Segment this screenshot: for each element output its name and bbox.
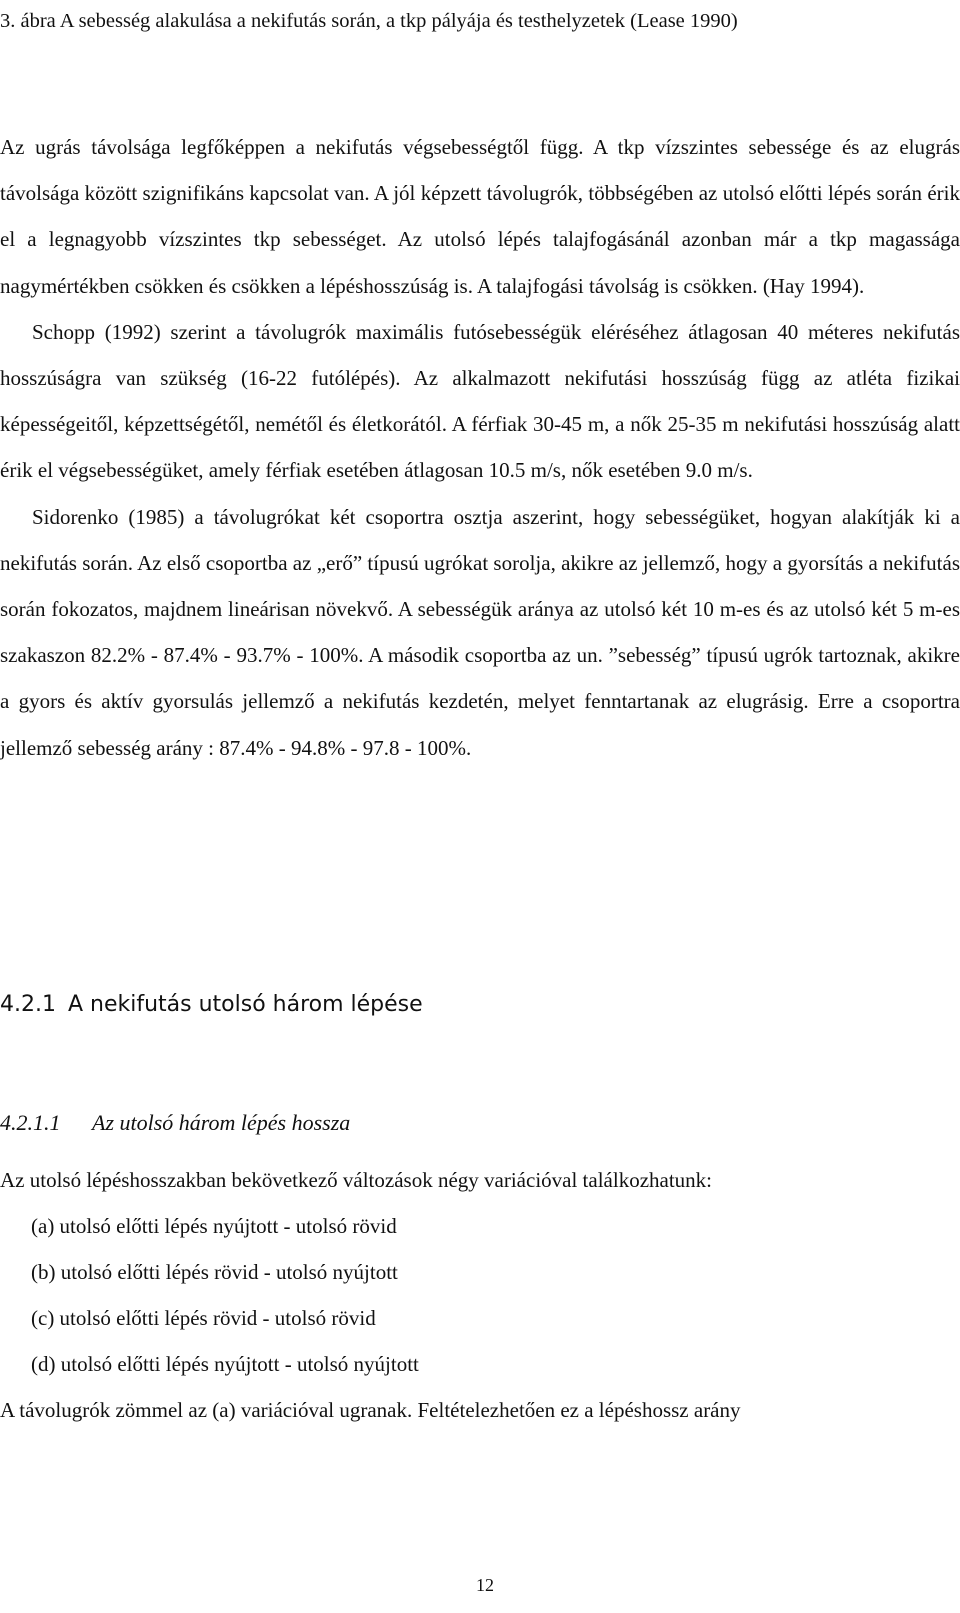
paragraph-2: Schopp (1992) szerint a távolugrók maximális futósebességük eléréséhez átlagosan 40 méteres nekifutás hosszúságra van szükség (16-22 futólépés). Az alkalmazott nekifutási hosszúság függ az atléta fizikai képességeitől, képzettségétől, nemétől és életkorától. A férfiak 30-45 m, a nők 25-35 m nekifutási hosszúság alatt érik el végsebességüket, amely férfiak esetében átlagosan 10.5 m/s, nők esetében 9.0 m/s. (0, 319, 960, 483)
closing-sentence: A távolugrók zömmel az (a) variációval ugranak. Feltételezhetően ez a lépéshossz arány (0, 1398, 741, 1422)
page-number: 12 (476, 1575, 494, 1595)
section-heading (0, 990, 423, 1020)
paragraph-1: Az ugrás távolsága legfőképpen a nekifutás végsebességtől függ. A tkp vízszintes sebessége és az elugrás távolsága között szignifikáns kapcsolat van. A jól képzett távolugrók, többségében az utolsó előtti lépés során érik el a legnagyobb vízszintes tkp sebességet. Az utolsó lépés talajfogásánál azonban már a tkp magassága nagymértékben csökken és csökken a lépéshosszúság is. A talajfogási távolság is csökken. (Hay 1994). (0, 135, 960, 298)
body-text (0, 124, 960, 771)
list-item: (b) utolsó előtti lépés rövid - utolsó nyújtott (31, 1260, 398, 1284)
paragraph-3: Sidorenko (1985) a távolugrókat két csoportra osztja aszerint, hogy sebességüket, hogyan alakítják ki a nekifutás során. Az első csoportba az „erő” típusú ugrókat sorolja, akikre az jellemző, hogy a gyorsítás a nekifutás során fokozatos, majdnem lineárisan növekvő. A sebességük aránya az utolsó két 10 m-es és az utolsó két 5 m-es szakaszon 82.2% - 87.4% - 93.7% - 100%. A második csoportba az un. ”sebesség” típusú ugrók tartoznak, akikre a gyors és aktív gyorsulás jellemző a nekifutás kezdetén, melyet fenntartanak az elugrásig. Erre a csoportra jellemző sebesség arány : 87.4% - 94.8% - 97.8 - 100%. (0, 504, 960, 760)
section-number: 4.2.1 (0, 992, 56, 1017)
lower-body-text (0, 1157, 960, 1433)
subsection-heading (0, 1108, 350, 1138)
list-item: (d) utolsó előtti lépés nyújtott - utolsó nyújtott (31, 1352, 419, 1376)
section-title: A nekifutás utolsó három lépése (67, 992, 423, 1017)
subsection-title: Az utolsó három lépés hossza (92, 1110, 351, 1135)
list-item: (c) utolsó előtti lépés rövid - utolsó rövid (31, 1306, 376, 1330)
figure-caption: 3. ábra A sebesség alakulása a nekifutás során, a tkp pályája és testhelyzetek (Lease 1990) (0, 10, 738, 32)
intro-sentence: Az utolsó lépéshosszakban bekövetkező változások négy variációval találkozhatunk: (0, 1168, 713, 1192)
subsection-number: 4.2.1.1 (0, 1110, 61, 1135)
list-item: (a) utolsó előtti lépés nyújtott - utolsó rövid (31, 1214, 397, 1238)
